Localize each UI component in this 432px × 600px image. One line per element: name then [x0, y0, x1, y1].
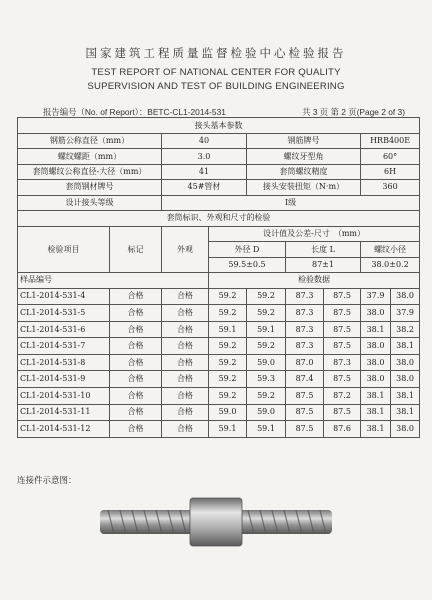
param-value: HRB400E — [361, 134, 420, 149]
od-value-2: 59.3 — [247, 371, 286, 388]
param-value: 41 — [162, 164, 247, 179]
table-row — [18, 404, 420, 421]
mark-result: 合格 — [110, 338, 162, 355]
coupler-diagram — [90, 480, 340, 560]
length-value-2: 87.5 — [324, 305, 361, 322]
length-value-1: 87.3 — [286, 288, 324, 305]
param-value: 360 — [361, 180, 420, 195]
param-label: 螺纹牙型角 — [247, 149, 361, 164]
col-header-appearance: 外观 — [162, 226, 209, 272]
mark-result: 合格 — [110, 305, 162, 322]
inspection-table — [17, 117, 420, 438]
table-row — [18, 321, 420, 338]
mark-result: 合格 — [110, 288, 162, 305]
param-value: 45#管材 — [162, 180, 247, 195]
report-title-en-line1: TEST REPORT OF NATIONAL CENTER FOR QUALITY — [91, 67, 341, 78]
od-value-2: 59.2 — [247, 388, 286, 405]
length-value-1: 87.5 — [286, 388, 324, 405]
param-label: 接头安装扭矩（N·m） — [247, 180, 361, 195]
od-value-2: 59.0 — [247, 354, 286, 371]
length-value-1: 87.5 — [286, 404, 324, 421]
col-header-minor: 螺纹小径 — [361, 242, 420, 257]
minor-value-1: 37.9 — [361, 288, 391, 305]
sample-id: CL1-2014-531-11 — [18, 404, 110, 421]
od-value-2: 59.2 — [247, 305, 286, 322]
mark-result: 合格 — [110, 354, 162, 371]
report-title-cn: 国家建筑工程质量监督检验中心检验报告 — [85, 46, 347, 60]
od-value-1: 59.1 — [209, 321, 247, 338]
param-label: 钢筋公称直径（mm） — [18, 134, 162, 149]
od-value-1: 59.2 — [209, 388, 247, 405]
appearance-result: 合格 — [162, 371, 209, 388]
minor-value-1: 38.0 — [361, 338, 391, 355]
table-row — [18, 354, 420, 371]
spec-od: 59.5±0.5 — [209, 257, 286, 272]
col-header-mark: 标记 — [110, 226, 162, 272]
page-info: 共 3 页 第 2 页(Page 2 of 3) — [302, 107, 405, 117]
length-value-2: 87.5 — [324, 371, 361, 388]
param-value: 3.0 — [162, 149, 247, 164]
minor-value-2: 38.1 — [391, 404, 420, 421]
sample-id: CL1-2014-531-10 — [18, 388, 110, 405]
report-number: 报告编号（No. of Report）：BETC-CL1-2014-531 — [43, 107, 226, 117]
appearance-result: 合格 — [162, 288, 209, 305]
length-value-1: 87.3 — [286, 338, 324, 355]
col-header-od: 外径 D — [209, 242, 286, 257]
od-value-1: 59.2 — [209, 338, 247, 355]
appearance-result: 合格 — [162, 354, 209, 371]
basic-section-title: 接头基本参数 — [18, 118, 420, 134]
col-header-length: 长度 L — [286, 242, 361, 257]
minor-value-2: 38.1 — [391, 388, 420, 405]
param-value: 40 — [162, 134, 247, 149]
minor-value-2: 38.0 — [391, 421, 420, 438]
results-label: 检验数据 — [209, 273, 420, 288]
coupler-sleeve — [190, 498, 242, 546]
table-row — [18, 288, 420, 305]
od-value-1: 59.2 — [209, 288, 247, 305]
sample-label: 样品编号 — [18, 273, 209, 288]
od-value-2: 59.0 — [247, 404, 286, 421]
appearance-result: 合格 — [162, 404, 209, 421]
minor-value-1: 38.0 — [361, 371, 391, 388]
length-value-1: 87.0 — [286, 354, 324, 371]
length-value-2: 87.5 — [324, 404, 361, 421]
od-value-2: 59.2 — [247, 338, 286, 355]
length-value-1: 87.3 — [286, 321, 324, 338]
minor-value-1: 38.1 — [361, 421, 391, 438]
table-row — [18, 421, 420, 438]
grade-value: I级 — [162, 195, 420, 210]
minor-value-1: 38.0 — [361, 305, 391, 322]
minor-value-2: 38.0 — [391, 288, 420, 305]
mark-result: 合格 — [110, 371, 162, 388]
length-value-2: 87.6 — [324, 421, 361, 438]
appearance-result: 合格 — [162, 421, 209, 438]
length-value-2: 87.5 — [324, 321, 361, 338]
param-value: 60° — [361, 149, 420, 164]
appearance-result: 合格 — [162, 338, 209, 355]
minor-value-2: 38.0 — [391, 371, 420, 388]
sample-id: CL1-2014-531-5 — [18, 305, 110, 322]
param-label: 套筒钢材牌号 — [18, 180, 162, 195]
report-title-en-line2: SUPERVISION AND TEST OF BUILDING ENGINEERING — [87, 81, 345, 92]
minor-value-1: 38.1 — [361, 321, 391, 338]
length-value-1: 87.5 — [286, 421, 324, 438]
sample-id: CL1-2014-531-6 — [18, 321, 110, 338]
minor-value-2: 38.2 — [391, 321, 420, 338]
minor-value-2: 38.0 — [391, 354, 420, 371]
grade-label: 设计接头等级 — [18, 195, 162, 210]
spec-length: 87±1 — [286, 257, 361, 272]
param-label: 套筒螺纹精度 — [247, 164, 361, 179]
minor-value-2: 38.1 — [391, 338, 420, 355]
minor-value-2: 37.9 — [391, 305, 420, 322]
od-value-2: 59.2 — [247, 288, 286, 305]
mark-result: 合格 — [110, 404, 162, 421]
param-label: 套筒螺纹公称直径-大径（mm） — [18, 164, 162, 179]
od-value-1: 59.0 — [209, 404, 247, 421]
sample-id: CL1-2014-531-12 — [18, 421, 110, 438]
table-row — [18, 305, 420, 322]
table-row — [18, 338, 420, 355]
length-value-1: 87.4 — [286, 371, 324, 388]
diagram-label: 连接件示意图： — [17, 476, 77, 486]
inspection-section-title: 套筒标识、外观和尺寸的检验 — [18, 210, 420, 226]
param-value: 6H — [361, 164, 420, 179]
table-row — [18, 388, 420, 405]
length-value-2: 87.2 — [324, 388, 361, 405]
sample-id: CL1-2014-531-7 — [18, 338, 110, 355]
param-label: 螺纹螺距（mm） — [18, 149, 162, 164]
appearance-result: 合格 — [162, 388, 209, 405]
minor-value-1: 38.1 — [361, 388, 391, 405]
length-value-2: 87.5 — [324, 288, 361, 305]
appearance-result: 合格 — [162, 321, 209, 338]
col-header-design: 设计值及公差-尺寸 （mm） — [209, 226, 420, 241]
od-value-1: 59.2 — [209, 371, 247, 388]
minor-value-1: 38.0 — [361, 354, 391, 371]
sample-id: CL1-2014-531-8 — [18, 354, 110, 371]
length-value-1: 87.3 — [286, 305, 324, 322]
mark-result: 合格 — [110, 388, 162, 405]
rebar-right — [232, 510, 332, 534]
od-value-2: 59.1 — [247, 421, 286, 438]
od-value-1: 59.2 — [209, 354, 247, 371]
od-value-1: 59.1 — [209, 421, 247, 438]
minor-value-1: 38.1 — [361, 404, 391, 421]
sample-id: CL1-2014-531-9 — [18, 371, 110, 388]
col-header-item: 检验项目 — [18, 226, 110, 272]
length-value-2: 87.5 — [324, 338, 361, 355]
mark-result: 合格 — [110, 421, 162, 438]
length-value-2: 87.3 — [324, 354, 361, 371]
table-row — [18, 371, 420, 388]
od-value-2: 59.1 — [247, 321, 286, 338]
spec-minor: 38.0±0.2 — [361, 257, 420, 272]
param-label: 钢筋牌号 — [247, 134, 361, 149]
appearance-result: 合格 — [162, 305, 209, 322]
od-value-1: 59.2 — [209, 305, 247, 322]
mark-result: 合格 — [110, 321, 162, 338]
sample-id: CL1-2014-531-4 — [18, 288, 110, 305]
